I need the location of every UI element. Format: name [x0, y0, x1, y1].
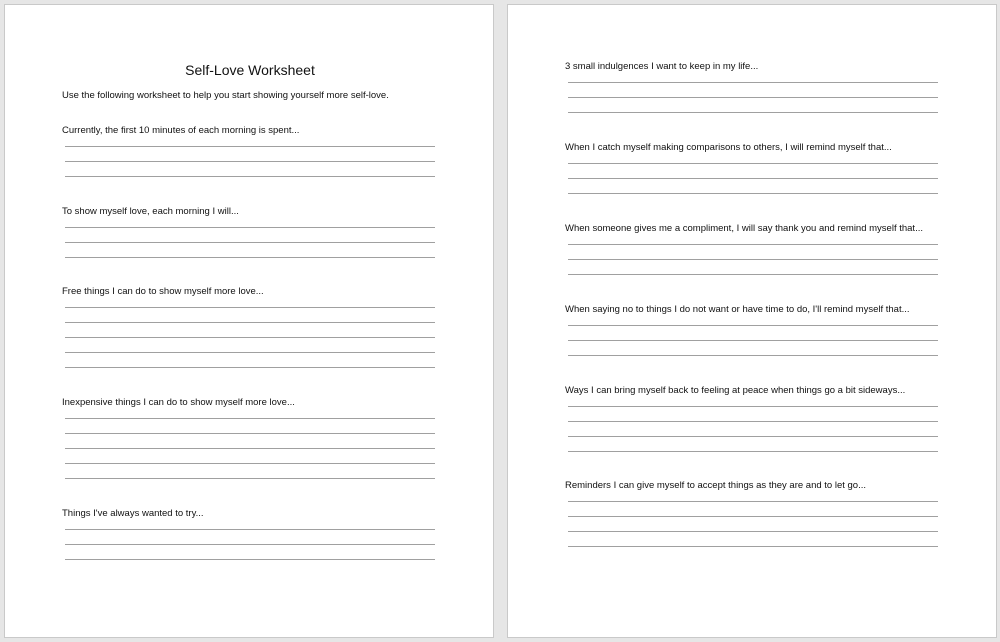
section-prompt: Free things I can do to show myself more love... — [62, 286, 264, 297]
answer-line[interactable] — [65, 529, 435, 530]
answer-line[interactable] — [65, 337, 435, 338]
answer-line[interactable] — [568, 274, 938, 275]
answer-line[interactable] — [568, 244, 938, 245]
section-prompt: Currently, the first 10 minutes of each morning is spent... — [62, 125, 300, 136]
worksheet-page-right — [507, 4, 997, 638]
answer-line[interactable] — [568, 82, 938, 83]
worksheet-intro: Use the following worksheet to help you start showing yourself more self-love. — [62, 90, 389, 101]
answer-line[interactable] — [65, 352, 435, 353]
section-prompt: When someone gives me a compliment, I will say thank you and remind myself that... — [565, 223, 923, 234]
answer-line[interactable] — [65, 463, 435, 464]
answer-line[interactable] — [65, 478, 435, 479]
answer-line[interactable] — [568, 516, 938, 517]
answer-line[interactable] — [568, 451, 938, 452]
answer-line[interactable] — [568, 531, 938, 532]
answer-line[interactable] — [568, 546, 938, 547]
answer-line[interactable] — [568, 501, 938, 502]
answer-line[interactable] — [65, 559, 435, 560]
answer-line[interactable] — [65, 176, 435, 177]
answer-line[interactable] — [65, 227, 435, 228]
answer-line[interactable] — [568, 97, 938, 98]
answer-line[interactable] — [568, 421, 938, 422]
answer-line[interactable] — [568, 436, 938, 437]
answer-line[interactable] — [65, 367, 435, 368]
answer-line[interactable] — [65, 257, 435, 258]
answer-line[interactable] — [65, 448, 435, 449]
section-prompt: Things I've always wanted to try... — [62, 508, 204, 519]
answer-line[interactable] — [65, 146, 435, 147]
section-prompt: To show myself love, each morning I will... — [62, 206, 239, 217]
answer-line[interactable] — [568, 406, 938, 407]
worksheet-title: Self-Love Worksheet — [185, 62, 315, 78]
section-prompt: Reminders I can give myself to accept things as they are and to let go... — [565, 480, 866, 491]
answer-line[interactable] — [568, 325, 938, 326]
answer-line[interactable] — [568, 163, 938, 164]
answer-line[interactable] — [65, 418, 435, 419]
answer-line[interactable] — [568, 355, 938, 356]
answer-line[interactable] — [65, 242, 435, 243]
answer-line[interactable] — [568, 259, 938, 260]
answer-line[interactable] — [65, 322, 435, 323]
answer-line[interactable] — [65, 544, 435, 545]
section-prompt: Ways I can bring myself back to feeling at peace when things go a bit sideways... — [565, 385, 906, 396]
answer-line[interactable] — [65, 161, 435, 162]
section-prompt: When I catch myself making comparisons to others, I will remind myself that... — [565, 142, 892, 153]
answer-line[interactable] — [65, 307, 435, 308]
answer-line[interactable] — [568, 193, 938, 194]
section-prompt: Inexpensive things I can do to show myself more love... — [62, 397, 295, 408]
section-prompt: 3 small indulgences I want to keep in my life... — [565, 61, 759, 72]
answer-line[interactable] — [65, 433, 435, 434]
answer-line[interactable] — [568, 340, 938, 341]
answer-line[interactable] — [568, 178, 938, 179]
answer-line[interactable] — [568, 112, 938, 113]
section-prompt: When saying no to things I do not want or have time to do, I'll remind myself that... — [565, 304, 910, 315]
worksheet-page-left — [4, 4, 494, 638]
